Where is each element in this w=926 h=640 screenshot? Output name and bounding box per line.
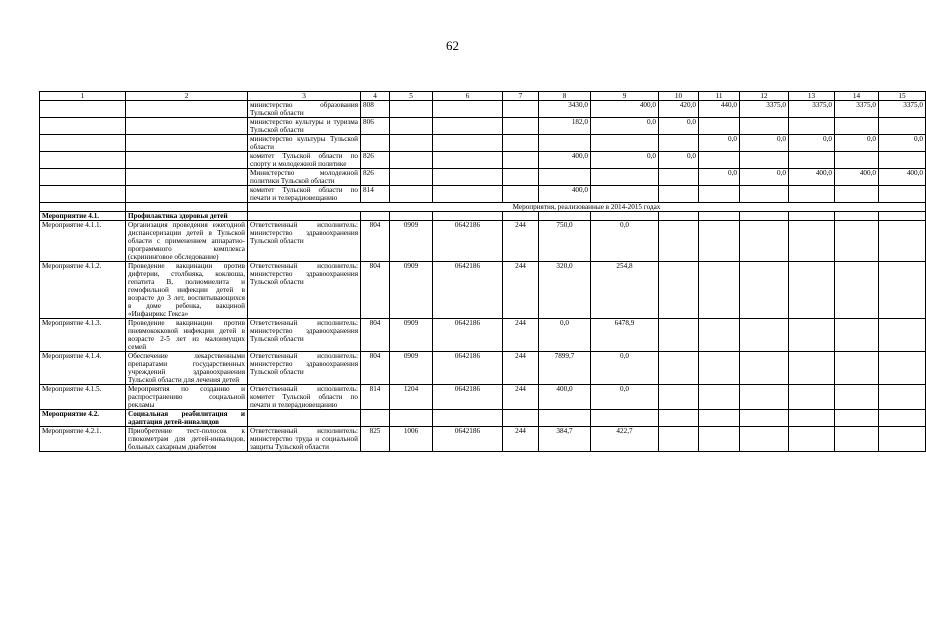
cell-executor: министерство образования Тульской области — [248, 101, 361, 118]
table-row — [40, 427, 926, 452]
item-name: Проведение вакцинации против пневмококковой инфекции детей в возрасте 2-5 лет из малоимущих семей — [126, 319, 248, 352]
cell-col-6: 0642186 — [433, 221, 503, 262]
cell-col-13: 400,0 — [789, 169, 835, 186]
cell-col-15 — [879, 221, 926, 262]
cell-code — [40, 101, 126, 118]
cell-col-12 — [740, 352, 789, 385]
cell-col-11 — [699, 410, 740, 427]
cell-col-14 — [835, 319, 879, 352]
cell-col-11: 440,0 — [699, 101, 740, 118]
cell-executor: Министерство молодежной политики Тульской области — [248, 169, 361, 186]
cell-name — [126, 203, 248, 212]
item-executor: Ответственный исполнитель: министерство здравоохранения Тульской области — [248, 262, 361, 319]
cell-col-11: 0,0 — [699, 169, 740, 186]
cell-col-10 — [659, 427, 699, 452]
cell-col-14 — [835, 385, 879, 410]
cell-col-4: 826 — [361, 169, 390, 186]
item-code: Мероприятие 4.2.1. — [40, 427, 126, 452]
cell-code — [40, 169, 126, 186]
cell-col-9: 6478,9 — [591, 319, 659, 352]
cell-executor: комитет Тульской области по спорту и молодежной политике — [248, 152, 361, 169]
cell-col-9: 400,0 — [591, 101, 659, 118]
group-row — [40, 410, 926, 427]
cell-name — [126, 118, 248, 135]
cell-col-6 — [433, 410, 503, 427]
cell-col-13 — [789, 221, 835, 262]
cell-col-14 — [835, 152, 879, 169]
group-code: Мероприятие 4.1. — [40, 212, 126, 221]
table-row — [40, 169, 926, 186]
column-number-14: 14 — [835, 92, 879, 101]
cell-col-10 — [659, 212, 699, 221]
cell-col-15 — [879, 186, 926, 203]
table-row — [40, 352, 926, 385]
cell-col-4: 804 — [361, 221, 390, 262]
cell-col-12: 0,0 — [740, 169, 789, 186]
cell-col-5: 0909 — [390, 319, 433, 352]
cell-col-3 — [248, 410, 361, 427]
cell-col-15: 400,0 — [879, 169, 926, 186]
column-number-2: 2 — [126, 92, 248, 101]
item-executor: Ответственный исполнитель: министерство здравоохранения Тульской области — [248, 319, 361, 352]
cell-col-11 — [699, 427, 740, 452]
cell-col-15 — [879, 352, 926, 385]
cell-col-4: 814 — [361, 385, 390, 410]
cell-col-7 — [503, 135, 539, 152]
cell-col-6: 0642186 — [433, 319, 503, 352]
cell-col-10: 420,0 — [659, 101, 699, 118]
cell-col-6 — [433, 135, 503, 152]
cell-col-14 — [835, 118, 879, 135]
cell-code — [40, 118, 126, 135]
cell-col-5 — [390, 212, 433, 221]
cell-col-7: 244 — [503, 427, 539, 452]
cell-col-11 — [699, 212, 740, 221]
cell-col-12 — [740, 186, 789, 203]
cell-col-13: 0,0 — [789, 135, 835, 152]
cell-col-4: 826 — [361, 152, 390, 169]
group-row — [40, 212, 926, 221]
item-code: Мероприятие 4.1.2. — [40, 262, 126, 319]
column-number-row — [40, 92, 926, 101]
cell-col-14 — [835, 186, 879, 203]
cell-col-8: 7899,7 — [539, 352, 591, 385]
budget-table — [39, 91, 926, 452]
cell-col-8: 400,0 — [539, 152, 591, 169]
cell-col-14: 0,0 — [835, 135, 879, 152]
section-row — [40, 203, 926, 212]
cell-col-8: 750,0 — [539, 221, 591, 262]
item-code: Мероприятие 4.1.4. — [40, 352, 126, 385]
cell-col-14 — [835, 410, 879, 427]
cell-col-13 — [789, 152, 835, 169]
cell-col-13 — [789, 262, 835, 319]
cell-col-5: 1006 — [390, 427, 433, 452]
cell-col-5: 1204 — [390, 385, 433, 410]
cell-col-4 — [361, 410, 390, 427]
cell-code — [40, 203, 126, 212]
cell-code — [40, 152, 126, 169]
cell-col-11 — [699, 319, 740, 352]
group-code: Мероприятие 4.2. — [40, 410, 126, 427]
column-number-6: 6 — [433, 92, 503, 101]
cell-col-8 — [539, 169, 591, 186]
cell-col-5 — [390, 118, 433, 135]
column-number-3: 3 — [248, 92, 361, 101]
cell-col-5: 0909 — [390, 352, 433, 385]
cell-col-6: 0642186 — [433, 352, 503, 385]
cell-col-13 — [789, 410, 835, 427]
cell-col-4: 804 — [361, 262, 390, 319]
cell-col-9: 0,0 — [591, 118, 659, 135]
table-row — [40, 101, 926, 118]
cell-col-6 — [433, 118, 503, 135]
column-number-12: 12 — [740, 92, 789, 101]
item-name: Проведение вакцинации против дифтерии, столбняка, коклюша, гепатита В, полиомиелита и гемофильной инфекции детей в возрасте до 3 лет, воспитывающихся в доме ребенка, вакциной «Инфанрикс Гекса» — [126, 262, 248, 319]
cell-col-9: 0,0 — [591, 385, 659, 410]
cell-col-9: 422,7 — [591, 427, 659, 452]
cell-name — [126, 135, 248, 152]
cell-col-11 — [699, 385, 740, 410]
cell-col-12 — [740, 319, 789, 352]
cell-col-10: 0,0 — [659, 152, 699, 169]
cell-col-11 — [699, 186, 740, 203]
cell-col-15 — [879, 427, 926, 452]
cell-col-6: 0642186 — [433, 262, 503, 319]
cell-code — [40, 135, 126, 152]
cell-col-13 — [789, 186, 835, 203]
cell-col-9 — [591, 169, 659, 186]
group-title: Профилактика здоровья детей — [126, 212, 248, 221]
cell-col-9: 0,0 — [591, 152, 659, 169]
cell-code — [40, 186, 126, 203]
cell-col-14 — [835, 221, 879, 262]
cell-col-7 — [503, 186, 539, 203]
cell-col-15 — [879, 410, 926, 427]
cell-col-10: 0,0 — [659, 118, 699, 135]
cell-col-9 — [591, 135, 659, 152]
cell-col-7: 244 — [503, 385, 539, 410]
column-number-1: 1 — [40, 92, 126, 101]
cell-col-10 — [659, 169, 699, 186]
cell-col-10 — [659, 221, 699, 262]
cell-col-13 — [789, 427, 835, 452]
cell-col-5 — [390, 101, 433, 118]
cell-col-11 — [699, 152, 740, 169]
group-title: Социальная реабилитация и адаптация детей-инвалидов — [126, 410, 248, 427]
cell-col-7: 244 — [503, 221, 539, 262]
cell-col-6 — [433, 186, 503, 203]
item-executor: Ответственный исполнитель: министерство здравоохранения Тульской области — [248, 221, 361, 262]
cell-col-4: 804 — [361, 352, 390, 385]
cell-col-7 — [503, 152, 539, 169]
cell-col-12 — [740, 221, 789, 262]
cell-col-11: 0,0 — [699, 135, 740, 152]
cell-col-6 — [433, 212, 503, 221]
cell-col-6 — [433, 152, 503, 169]
cell-col-13 — [789, 385, 835, 410]
column-number-8: 8 — [539, 92, 591, 101]
cell-col-9 — [591, 212, 659, 221]
cell-col-15 — [879, 212, 926, 221]
cell-col-5 — [390, 410, 433, 427]
column-number-9: 9 — [591, 92, 659, 101]
cell-col-9: 0,0 — [591, 221, 659, 262]
cell-col-10 — [659, 410, 699, 427]
item-name: Приобретение тест-полосок к глюкометрам для детей-инвалидов, больных сахарным диабетом — [126, 427, 248, 452]
cell-col-5: 0909 — [390, 262, 433, 319]
cell-col-14 — [835, 262, 879, 319]
cell-col-8: 400,0 — [539, 385, 591, 410]
cell-col-5 — [390, 169, 433, 186]
cell-col-15 — [879, 152, 926, 169]
cell-executor: министерство культуры и туризма Тульской области — [248, 118, 361, 135]
cell-col-6: 0642186 — [433, 385, 503, 410]
cell-col-4 — [361, 212, 390, 221]
cell-col-4: 806 — [361, 118, 390, 135]
cell-col-8: 384,7 — [539, 427, 591, 452]
table-row — [40, 262, 926, 319]
cell-col-11 — [699, 352, 740, 385]
cell-col-14 — [835, 427, 879, 452]
cell-col-6 — [433, 101, 503, 118]
cell-col-7: 244 — [503, 352, 539, 385]
cell-col-7 — [503, 101, 539, 118]
table-row — [40, 186, 926, 203]
cell-col-6: 0642186 — [433, 427, 503, 452]
cell-col-8 — [539, 212, 591, 221]
cell-col-4: 814 — [361, 186, 390, 203]
cell-col-3 — [248, 212, 361, 221]
cell-col-12 — [740, 427, 789, 452]
cell-col-4: 804 — [361, 319, 390, 352]
cell-name — [126, 186, 248, 203]
cell-col-11 — [699, 262, 740, 319]
cell-col-9 — [591, 410, 659, 427]
cell-col-8 — [539, 135, 591, 152]
item-executor: Ответственный исполнитель: министерство здравоохранения Тульской области — [248, 352, 361, 385]
cell-col-10 — [659, 385, 699, 410]
cell-col-7 — [503, 169, 539, 186]
cell-col-8: 3430,0 — [539, 101, 591, 118]
cell-col-7 — [503, 212, 539, 221]
cell-col-15 — [879, 385, 926, 410]
cell-col-8: 182,0 — [539, 118, 591, 135]
cell-col-12 — [740, 152, 789, 169]
cell-col-7 — [503, 410, 539, 427]
cell-executor: министерство культуры Тульской области — [248, 135, 361, 152]
cell-col-8: 400,0 — [539, 186, 591, 203]
section-title: Мероприятия, реализованные в 2014-2015 годах — [248, 203, 926, 212]
cell-col-15 — [879, 319, 926, 352]
table-row — [40, 118, 926, 135]
cell-col-11 — [699, 118, 740, 135]
column-number-5: 5 — [390, 92, 433, 101]
cell-col-10 — [659, 352, 699, 385]
cell-col-5 — [390, 152, 433, 169]
cell-col-13 — [789, 118, 835, 135]
table-row — [40, 152, 926, 169]
cell-col-10 — [659, 319, 699, 352]
cell-col-14 — [835, 352, 879, 385]
item-executor: Ответственный исполнитель: министерство труда и социальной защиты Тульской области — [248, 427, 361, 452]
item-code: Мероприятие 4.1.1. — [40, 221, 126, 262]
cell-col-14: 400,0 — [835, 169, 879, 186]
cell-col-9: 0,0 — [591, 352, 659, 385]
column-number-13: 13 — [789, 92, 835, 101]
cell-col-4: 808 — [361, 101, 390, 118]
item-name: Мероприятия по созданию и распространению социальной рекламы — [126, 385, 248, 410]
cell-col-15: 0,0 — [879, 135, 926, 152]
cell-col-10 — [659, 186, 699, 203]
cell-col-10 — [659, 262, 699, 319]
cell-col-15 — [879, 118, 926, 135]
column-number-15: 15 — [879, 92, 926, 101]
cell-col-12 — [740, 262, 789, 319]
cell-col-8: 0,0 — [539, 319, 591, 352]
cell-executor: комитет Тульской области по печати и телерадиовещанию — [248, 186, 361, 203]
cell-col-12 — [740, 212, 789, 221]
column-number-10: 10 — [659, 92, 699, 101]
cell-name — [126, 169, 248, 186]
cell-col-13 — [789, 212, 835, 221]
cell-col-12 — [740, 118, 789, 135]
cell-col-5 — [390, 186, 433, 203]
column-number-4: 4 — [361, 92, 390, 101]
cell-col-5 — [390, 135, 433, 152]
cell-col-10 — [659, 135, 699, 152]
cell-col-4 — [361, 135, 390, 152]
table-row — [40, 135, 926, 152]
cell-col-13 — [789, 352, 835, 385]
cell-col-7 — [503, 118, 539, 135]
item-executor: Ответственный исполнитель: комитет Тульской области по печати и телерадиовещанию — [248, 385, 361, 410]
cell-col-4: 825 — [361, 427, 390, 452]
cell-col-11 — [699, 221, 740, 262]
cell-name — [126, 152, 248, 169]
cell-col-13 — [789, 319, 835, 352]
page-number: 62 — [446, 38, 459, 53]
cell-col-7: 244 — [503, 262, 539, 319]
item-name: Обеспечение лекарственными препаратами государственных учреждений здравоохранения Тульской области для лечения детей — [126, 352, 248, 385]
cell-col-15 — [879, 262, 926, 319]
cell-col-5: 0909 — [390, 221, 433, 262]
cell-col-7: 244 — [503, 319, 539, 352]
column-number-11: 11 — [699, 92, 740, 101]
item-name: Организация проведения ежегодной диспансеризации детей в Тульской области с применением аппаратно-программного комплекса (скрининговое обследование) — [126, 221, 248, 262]
cell-col-12 — [740, 385, 789, 410]
cell-col-8: 320,0 — [539, 262, 591, 319]
cell-col-12: 3375,0 — [740, 101, 789, 118]
item-code: Мероприятие 4.1.3. — [40, 319, 126, 352]
table-row — [40, 319, 926, 352]
item-code: Мероприятие 4.1.5. — [40, 385, 126, 410]
cell-col-9 — [591, 186, 659, 203]
cell-col-14: 3375,0 — [835, 101, 879, 118]
cell-col-13: 3375,0 — [789, 101, 835, 118]
cell-col-8 — [539, 410, 591, 427]
column-number-7: 7 — [503, 92, 539, 101]
cell-col-6 — [433, 169, 503, 186]
cell-col-12: 0,0 — [740, 135, 789, 152]
cell-col-14 — [835, 212, 879, 221]
table-row — [40, 385, 926, 410]
cell-col-12 — [740, 410, 789, 427]
table-row — [40, 221, 926, 262]
cell-col-15: 3375,0 — [879, 101, 926, 118]
cell-name — [126, 101, 248, 118]
cell-col-9: 254,8 — [591, 262, 659, 319]
